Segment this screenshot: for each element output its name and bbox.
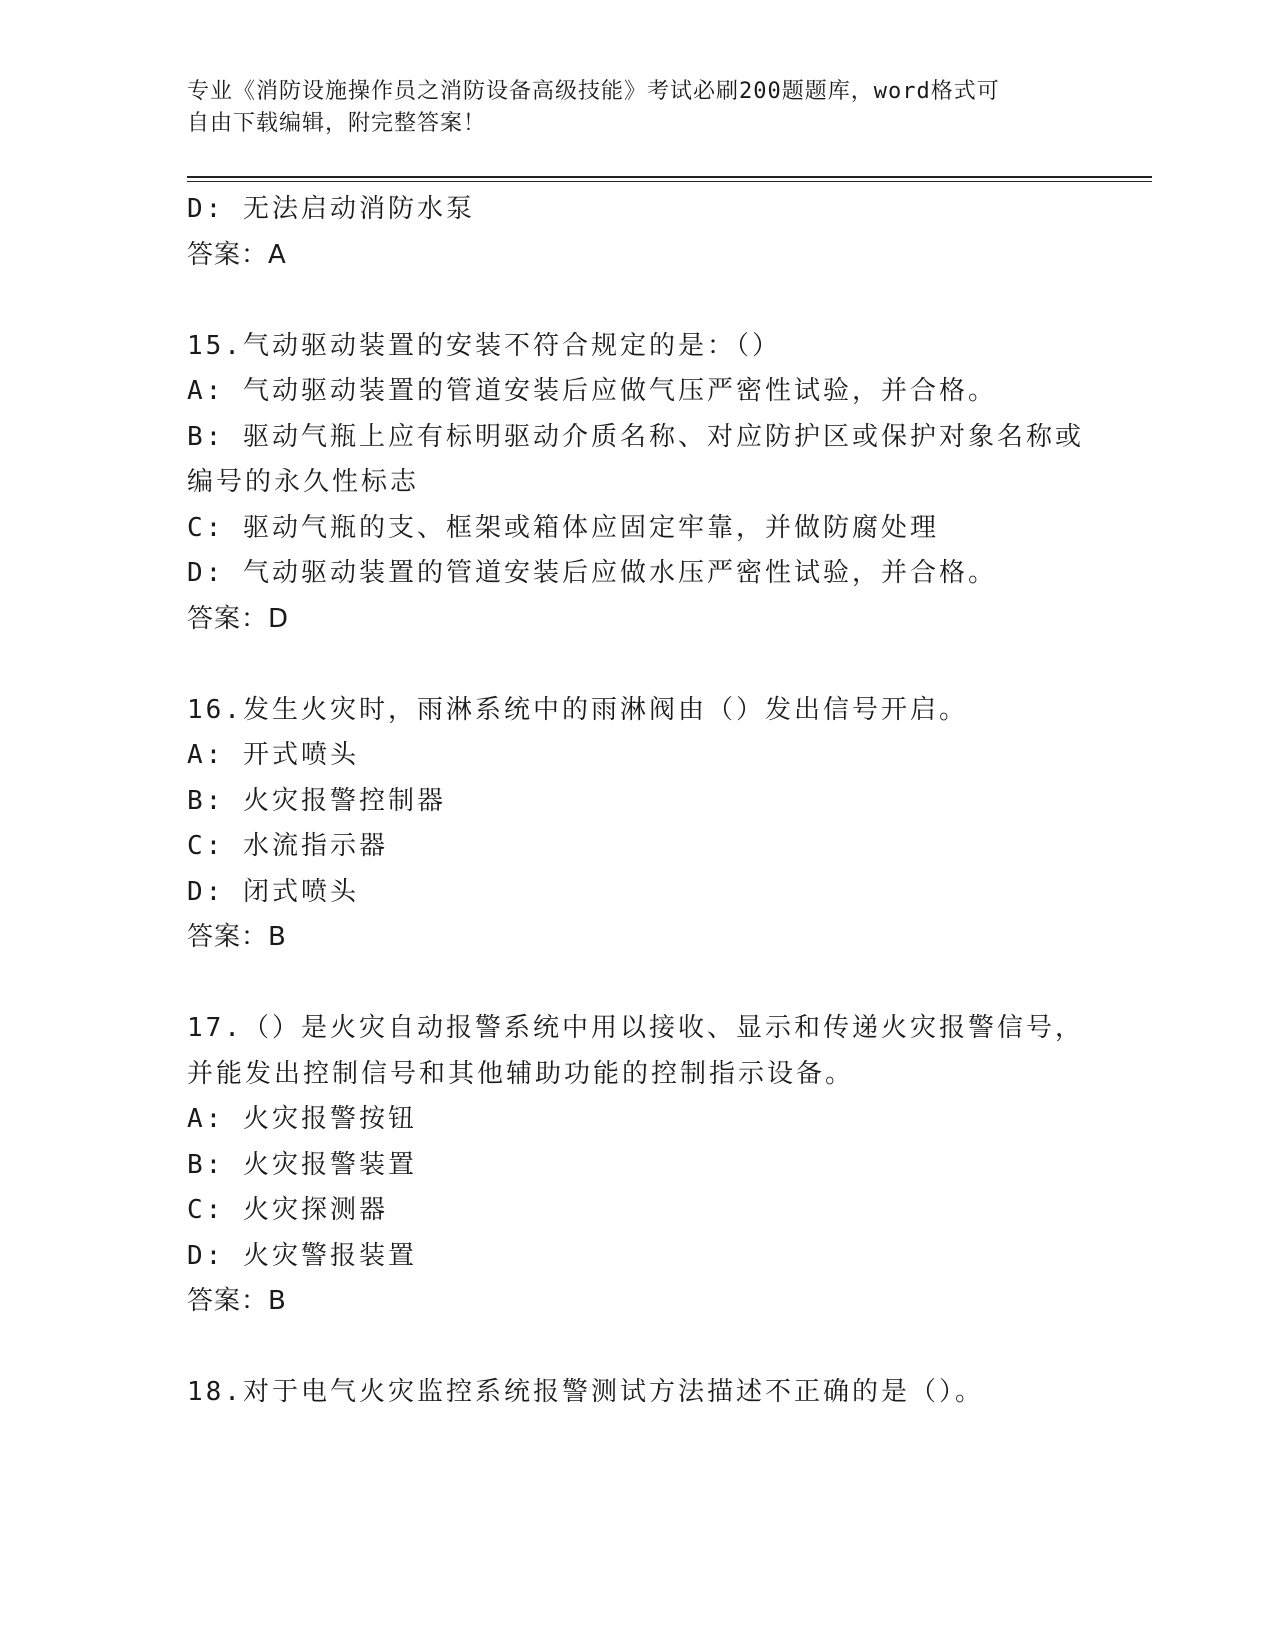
option-c: C: 水流指示器 — [187, 831, 388, 861]
spacer — [187, 278, 1087, 324]
question-stem: 15.气动驱动装置的安装不符合规定的是：（） — [187, 330, 781, 361]
spacer — [187, 961, 1087, 1007]
option-d: D: 火灾警报装置 — [187, 1240, 417, 1271]
document-header — [187, 76, 1067, 140]
option-d: D: 闭式喷头 — [187, 876, 359, 907]
question-list — [187, 187, 1087, 1416]
answer: 答案：D — [187, 603, 290, 634]
header-line-2: 自由下载编辑，附完整答案！ — [187, 111, 487, 136]
question-stem: 18.对于电气火灾监控系统报警测试方法描述不正确的是（）。 — [187, 1377, 984, 1407]
option-c: C: 火灾探测器 — [187, 1195, 388, 1225]
option-a: A: 开式喷头 — [187, 740, 359, 770]
header-divider-thin — [187, 181, 1152, 182]
spacer — [187, 1325, 1087, 1371]
answer: 答案：B — [187, 922, 287, 952]
question-stem: 16.发生火灾时，雨淋系统中的雨淋阀由（）发出信号开启。 — [187, 694, 968, 725]
option-c: C: 驱动气瓶的支、框架或箱体应固定牢靠，并做防腐处理 — [187, 512, 939, 543]
header-divider-thick — [187, 176, 1152, 178]
option-b-line-2: 编号的永久性标志 — [187, 467, 420, 497]
answer: 答案：B — [187, 1286, 287, 1316]
header-line-1: 专业《消防设施操作员之消防设备高级技能》考试必刷200题题库，word格式可 — [187, 79, 1000, 104]
question-15 — [187, 324, 1087, 643]
question-14-tail — [187, 187, 1087, 278]
option-d: D: 无法启动消防水泵 — [187, 194, 475, 224]
question-16 — [187, 688, 1087, 961]
option-a: A: 火灾报警按钮 — [187, 1104, 417, 1134]
option-b: B: 火灾报警控制器 — [187, 785, 446, 816]
option-b-line-1: B: 驱动气瓶上应有标明驱动介质名称、对应防护区或保护对象名称或 — [187, 421, 1084, 452]
question-stem-line-2: 并能发出控制信号和其他辅助功能的控制指示设备。 — [187, 1058, 855, 1089]
option-b: B: 火灾报警装置 — [187, 1149, 417, 1180]
option-d: D: 气动驱动装置的管道安装后应做水压严密性试验，并合格。 — [187, 558, 997, 588]
question-18 — [187, 1370, 1087, 1416]
question-stem-line-1: 17.（）是火灾自动报警系统中用以接收、显示和传递火灾报警信号， — [187, 1013, 1084, 1043]
question-17 — [187, 1006, 1087, 1325]
answer: 答案：A — [187, 239, 287, 270]
option-a: A: 气动驱动装置的管道安装后应做气压严密性试验，并合格。 — [187, 376, 997, 406]
spacer — [187, 642, 1087, 688]
